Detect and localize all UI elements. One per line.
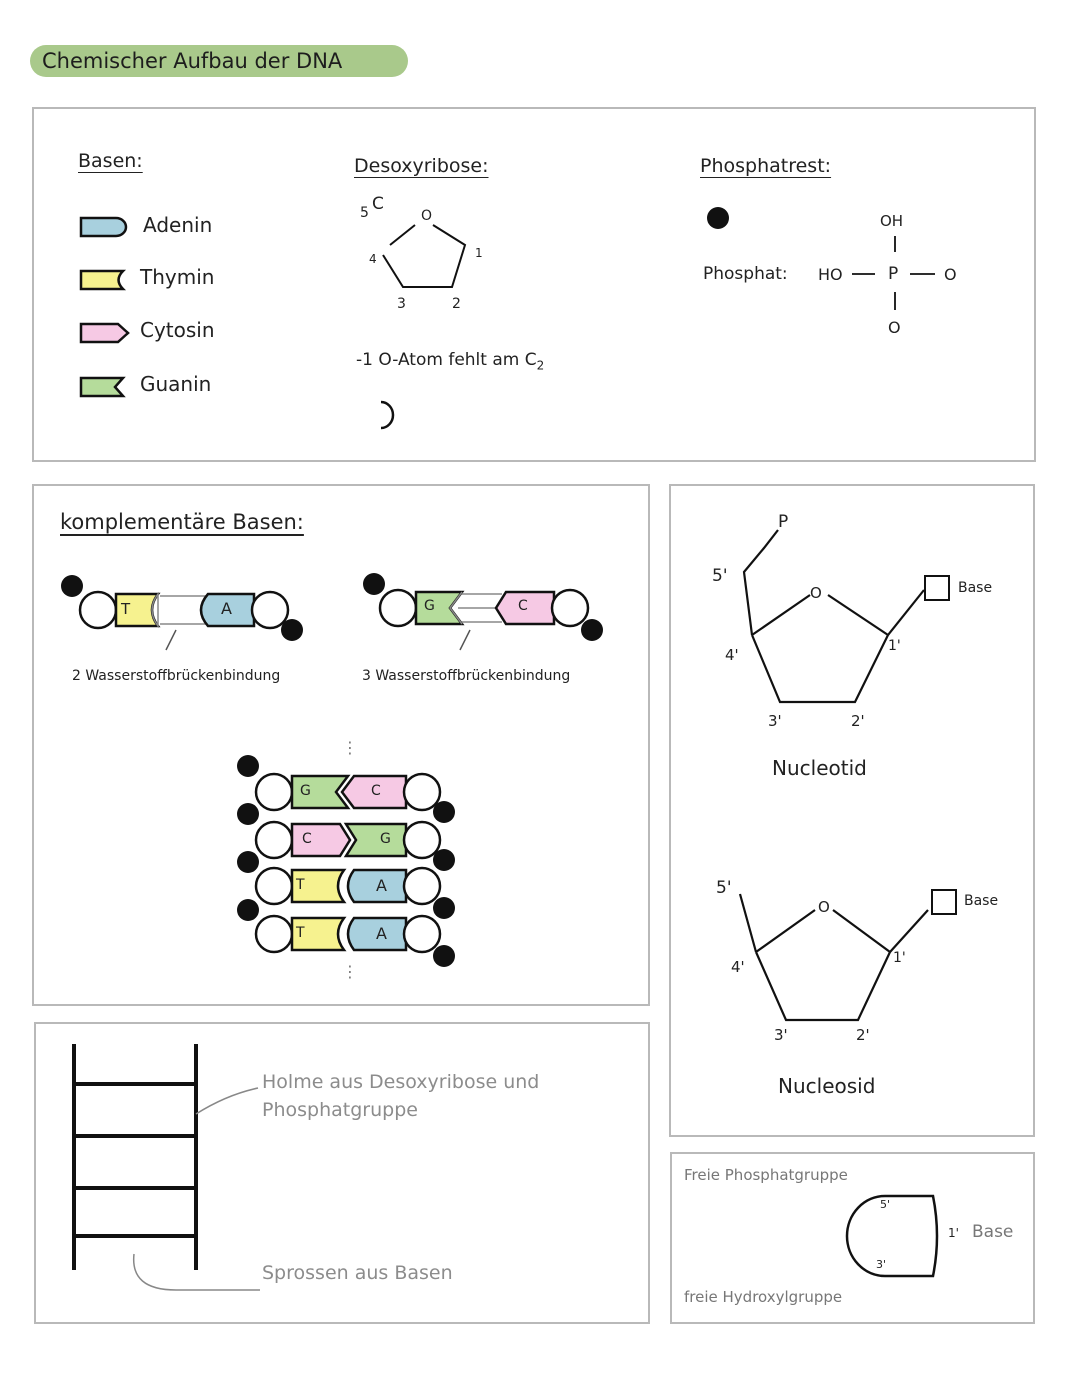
phosphate-dot-icon [706, 206, 730, 230]
pentose-symbol-icon [375, 398, 405, 434]
holme-text: Holme aus Desoxyribose und Phosphatgruppe [262, 1071, 540, 1121]
desoxyribose-o: O [421, 208, 433, 224]
pair-ta-left-letter: T [121, 600, 131, 618]
desoxyribose-num-2: 2 [452, 296, 461, 312]
frei-n5: 5' [880, 1198, 891, 1211]
nucleosid-n1: 1' [893, 950, 906, 966]
nucleotid-n5: 5' [712, 566, 728, 586]
basen-label-thymin: Thymin [140, 265, 215, 289]
desoxyribose-note [356, 350, 544, 372]
thymin-icon [78, 268, 130, 292]
desoxyribose-num-3: 3 [397, 296, 406, 312]
frei-n1: 1' [948, 1226, 959, 1240]
komplementaer-heading: komplementäre Basen: [60, 510, 304, 534]
basen-label-guanin: Guanin [140, 372, 212, 396]
ladder-dots-bottom: ⋮ [342, 962, 358, 981]
holme-label [262, 1068, 622, 1124]
guanin-icon [78, 375, 130, 399]
phosphat-o-right: O [944, 265, 957, 284]
pair-ta-diagram [58, 572, 308, 647]
desoxyribose-note-text: -1 O-Atom fehlt am C [356, 350, 537, 370]
desoxyribose-num-5: 5 [360, 205, 369, 221]
ladder-row4-left: T [296, 925, 305, 941]
nucleosid-label: Nucleosid [778, 1074, 876, 1098]
basen-label-cytosin: Cytosin [140, 318, 215, 342]
nucleotide-structure-icon [700, 520, 960, 720]
page-title: Chemischer Aufbau der DNA [30, 45, 408, 77]
ladder-dots-top: ⋮ [342, 738, 358, 757]
ladder-row4-right: A [376, 924, 387, 943]
hbond-label-3: 3 Wasserstoffbrückenbindung [362, 668, 571, 684]
pair-gc-diagram [362, 572, 612, 647]
nucleosid-n5: 5' [716, 878, 732, 898]
phosphat-label: Phosphat: [703, 264, 788, 284]
sprossen-label: Sprossen aus Basen [262, 1262, 453, 1284]
desoxyribose-c: C [372, 194, 384, 214]
pentose-ring-icon [370, 215, 470, 295]
desoxyribose-num-1: 1 [475, 246, 483, 260]
hbond-label-2: 2 Wasserstoffbrückenbindung [72, 668, 281, 684]
ladder-row2-left: C [302, 831, 312, 847]
basen-heading: Basen: [78, 150, 143, 172]
nucleotid-label: Nucleotid [772, 756, 867, 780]
ladder-row3-right: A [376, 876, 387, 895]
pair-ta-right-letter: A [221, 599, 232, 618]
nucleotid-n3: 3' [768, 712, 782, 730]
frei-n3: 3' [876, 1258, 887, 1271]
nucleoside-structure-icon [700, 880, 970, 1030]
nucleotid-o: O [810, 584, 822, 602]
phosphat-o-bottom: O [888, 318, 901, 337]
phosphat-heading: Phosphatrest: [700, 155, 832, 177]
phosphat-ho: HO [818, 265, 843, 284]
nucleosid-o: O [818, 898, 830, 916]
phosphate-bonds-icon [850, 234, 950, 324]
ladder-row2-right: G [380, 831, 391, 847]
nucleosid-n2: 2' [856, 1026, 870, 1044]
ladder-row3-left: T [296, 877, 305, 893]
ladder-row1-left: G [300, 783, 311, 799]
phosphat-p: P [888, 264, 899, 284]
nucleosid-n4: 4' [731, 958, 745, 976]
nucleotid-n2: 2' [851, 712, 865, 730]
adenin-icon [78, 215, 130, 239]
pair-gc-right-letter: C [518, 598, 528, 614]
frei-base: Base [972, 1222, 1014, 1242]
ladder-row1-right: C [371, 783, 381, 799]
phosphat-oh: OH [880, 212, 904, 230]
freie-phosphat-label: Freie Phosphatgruppe [684, 1166, 848, 1184]
nucleotid-n4: 4' [725, 646, 739, 664]
cytosin-icon [78, 321, 134, 345]
nucleosid-n3: 3' [774, 1026, 788, 1044]
double-strand-diagram [230, 752, 470, 972]
nucleotid-base: Base [958, 580, 993, 596]
nucleotid-n1: 1' [888, 638, 901, 654]
basen-label-adenin: Adenin [143, 213, 213, 237]
desoxyribose-heading: Desoxyribose: [354, 155, 489, 177]
nucleosid-base: Base [964, 893, 999, 909]
desoxyribose-note-sub: 2 [536, 358, 545, 373]
pair-gc-left-letter: G [424, 598, 435, 614]
sugar-symbol-icon [855, 1192, 950, 1282]
nucleotid-p: P [778, 512, 789, 532]
freie-hydroxy-label: freie Hydroxylgruppe [684, 1288, 843, 1306]
desoxyribose-num-4: 4 [369, 252, 377, 266]
